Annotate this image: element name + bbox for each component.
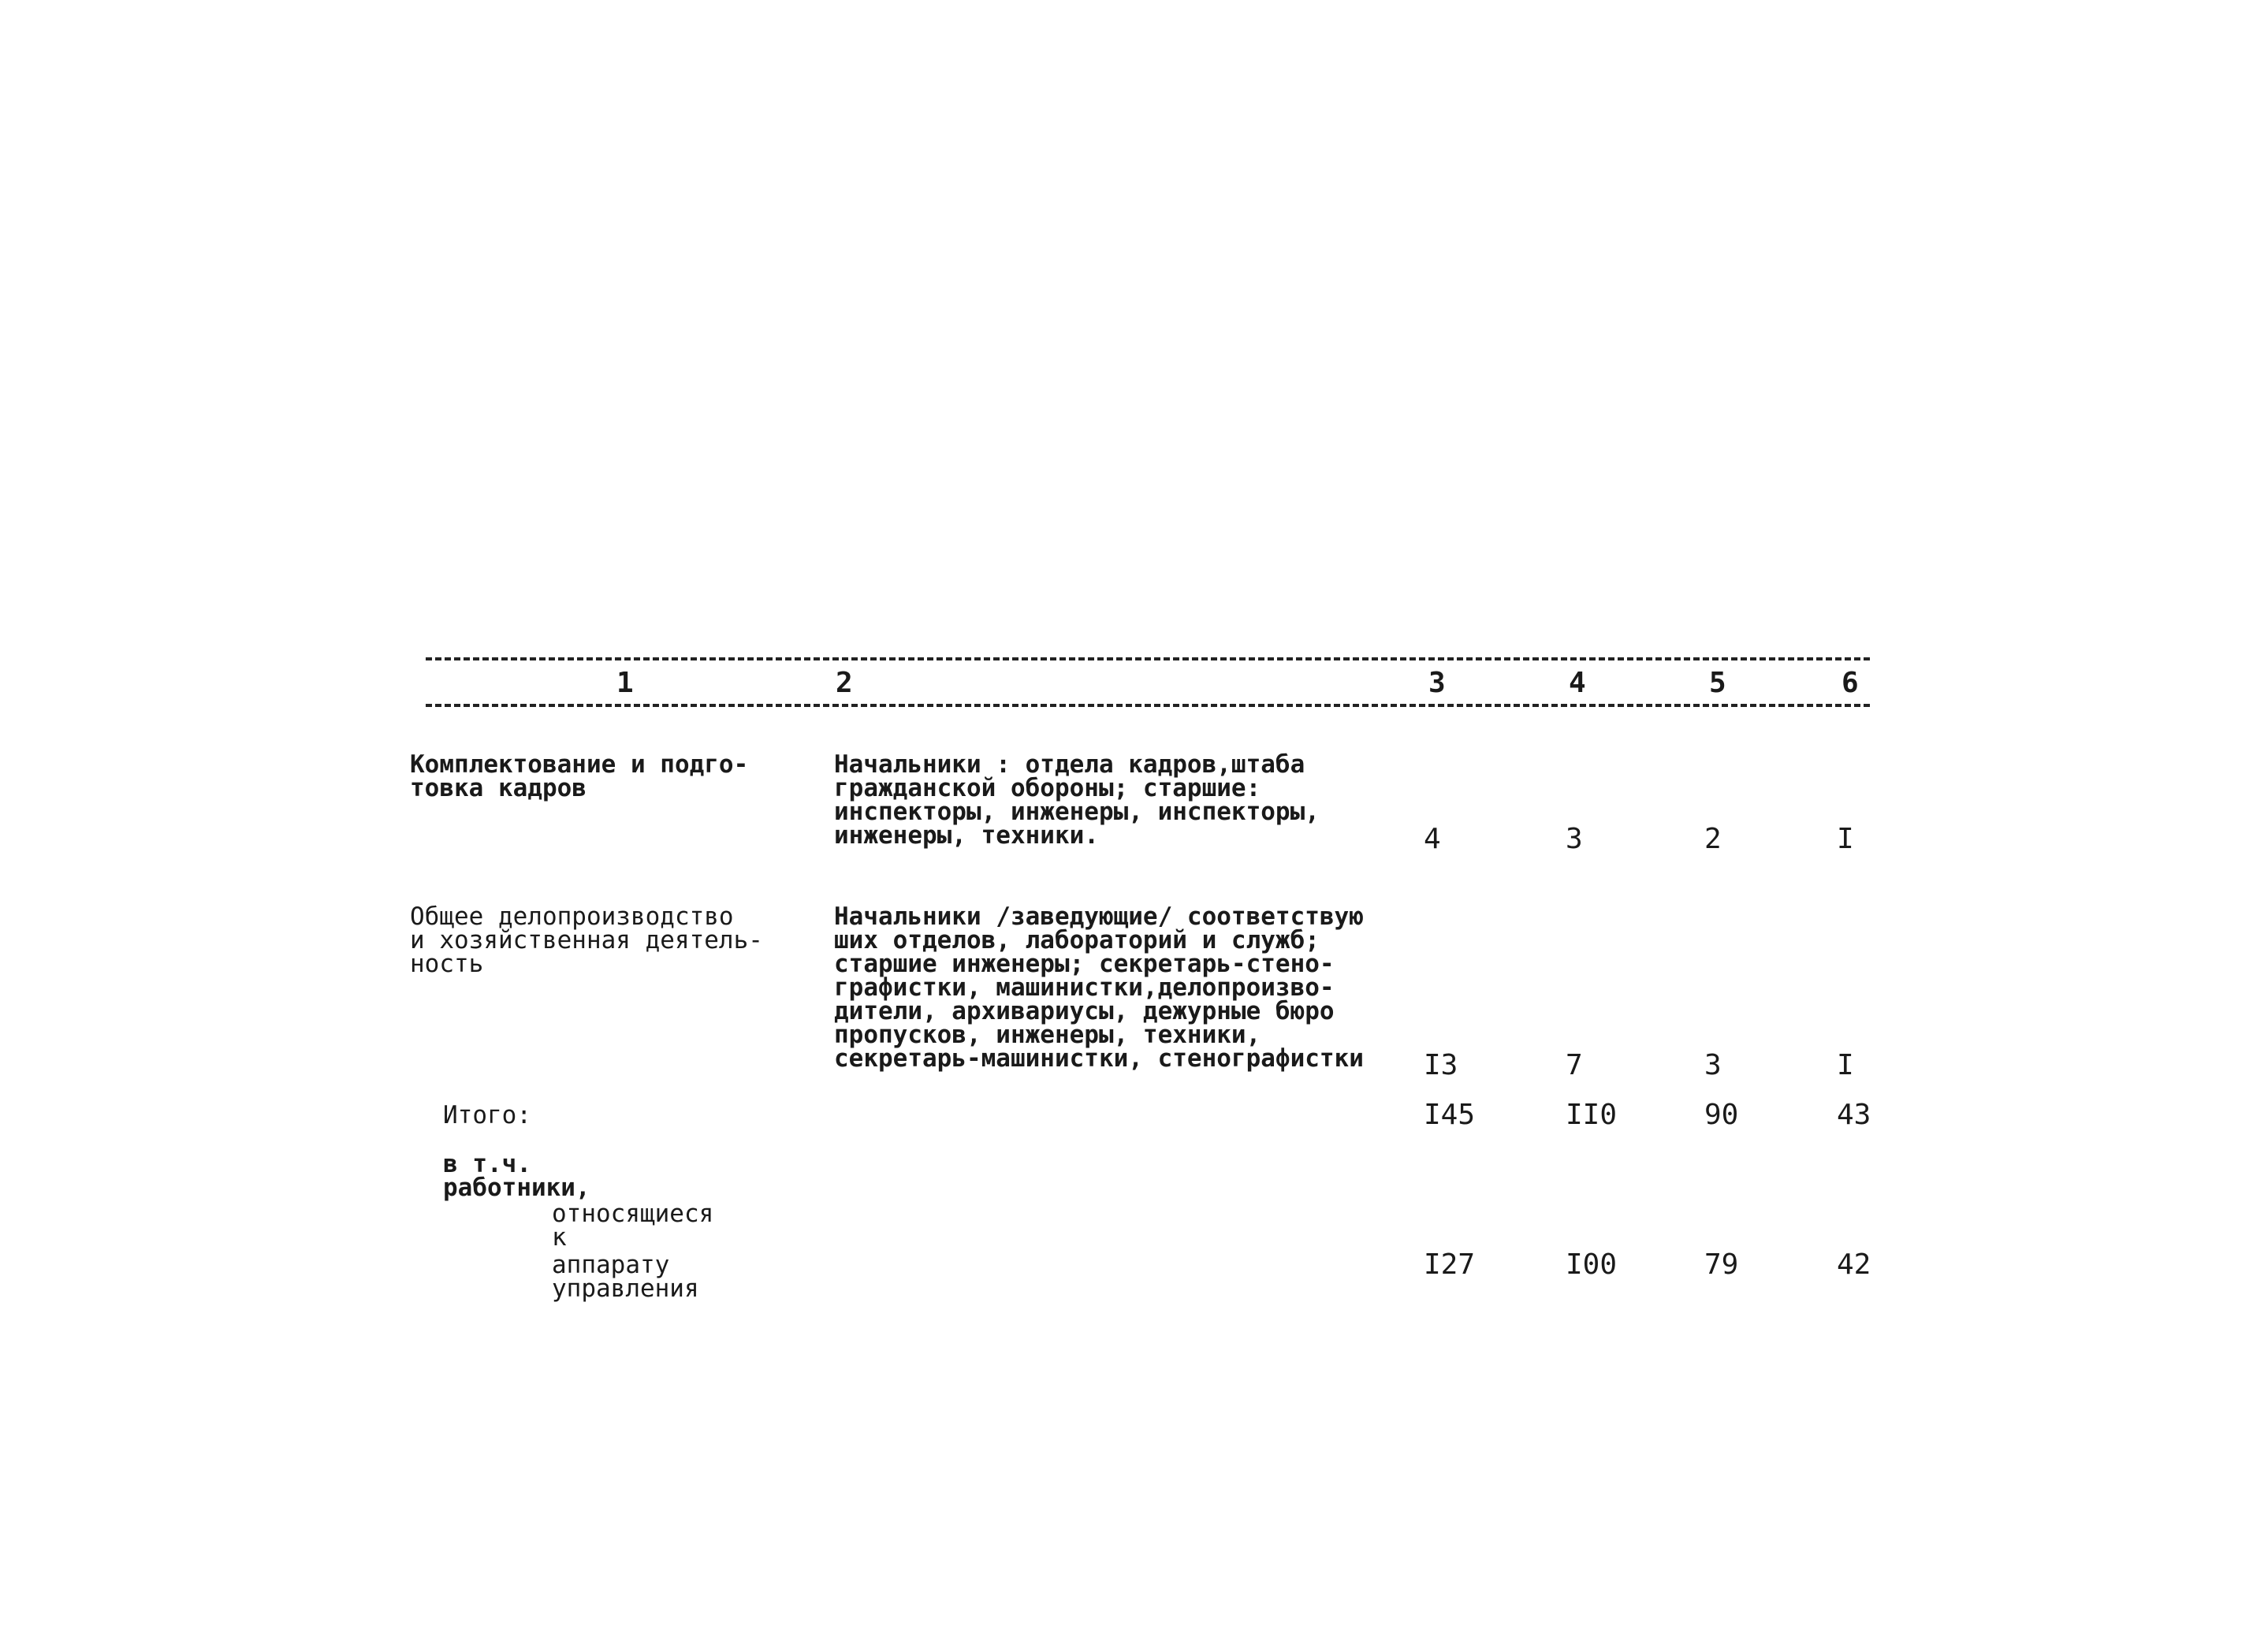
subtotal-value-col5: 79 — [1704, 1248, 1739, 1281]
header-col-2: 2 — [836, 667, 853, 699]
total-label: Итого: — [443, 1101, 531, 1129]
row-positions-cell: Начальники : отдела кадров,штаба гражданской обороны; старшие: инспекторы, инженеры, инспекторы, инженеры, техники. — [834, 750, 1320, 850]
header-col-3: 3 — [1428, 667, 1446, 699]
subtotal-label-line2: относящиеся к — [552, 1200, 714, 1252]
header-col-6: 6 — [1842, 667, 1859, 699]
row-function-cell: Комплектование и подго- товка кадров — [410, 750, 749, 802]
row-value-col6: I — [1837, 823, 1854, 855]
subtotal-value-col3: I27 — [1424, 1248, 1476, 1281]
subtotal-label-line3: аппарату управления — [552, 1251, 699, 1303]
header-col-5: 5 — [1709, 667, 1726, 699]
row-value-col3: 4 — [1424, 823, 1441, 855]
total-value-col4: II0 — [1566, 1099, 1618, 1131]
subtotal-value-col4: I00 — [1566, 1248, 1618, 1281]
row-value-col4: 7 — [1566, 1049, 1583, 1081]
row-value-col3: I3 — [1424, 1049, 1458, 1081]
row-value-col5: 2 — [1704, 823, 1722, 855]
subtotal-value-col6: 42 — [1837, 1248, 1871, 1281]
header-bottom-rule — [426, 704, 1870, 707]
row-positions-cell: Начальники /заведующие/ соответствую ших отделов, лабораторий и служб; старшие инженеры; секретарь-стено- графистки, машинистки,делопроизво- дители, архивариусы, дежурные бюро пропусков, инженеры, техники, секретарь-машинистки, стенографистки — [834, 902, 1364, 1073]
subtotal-label-line1: в т.ч. работники, — [443, 1150, 590, 1202]
row-value-col4: 3 — [1566, 823, 1583, 855]
total-value-col3: I45 — [1424, 1099, 1476, 1131]
row-function-cell: Общее делопроизводство и хозяйственная деятель- ность — [410, 902, 763, 978]
total-value-col6: 43 — [1837, 1099, 1871, 1131]
row-value-col6: I — [1837, 1049, 1854, 1081]
header-col-1: 1 — [616, 667, 634, 699]
total-value-col5: 90 — [1704, 1099, 1739, 1131]
header-top-rule — [426, 657, 1870, 660]
row-value-col5: 3 — [1704, 1049, 1722, 1081]
header-col-4: 4 — [1569, 667, 1586, 699]
